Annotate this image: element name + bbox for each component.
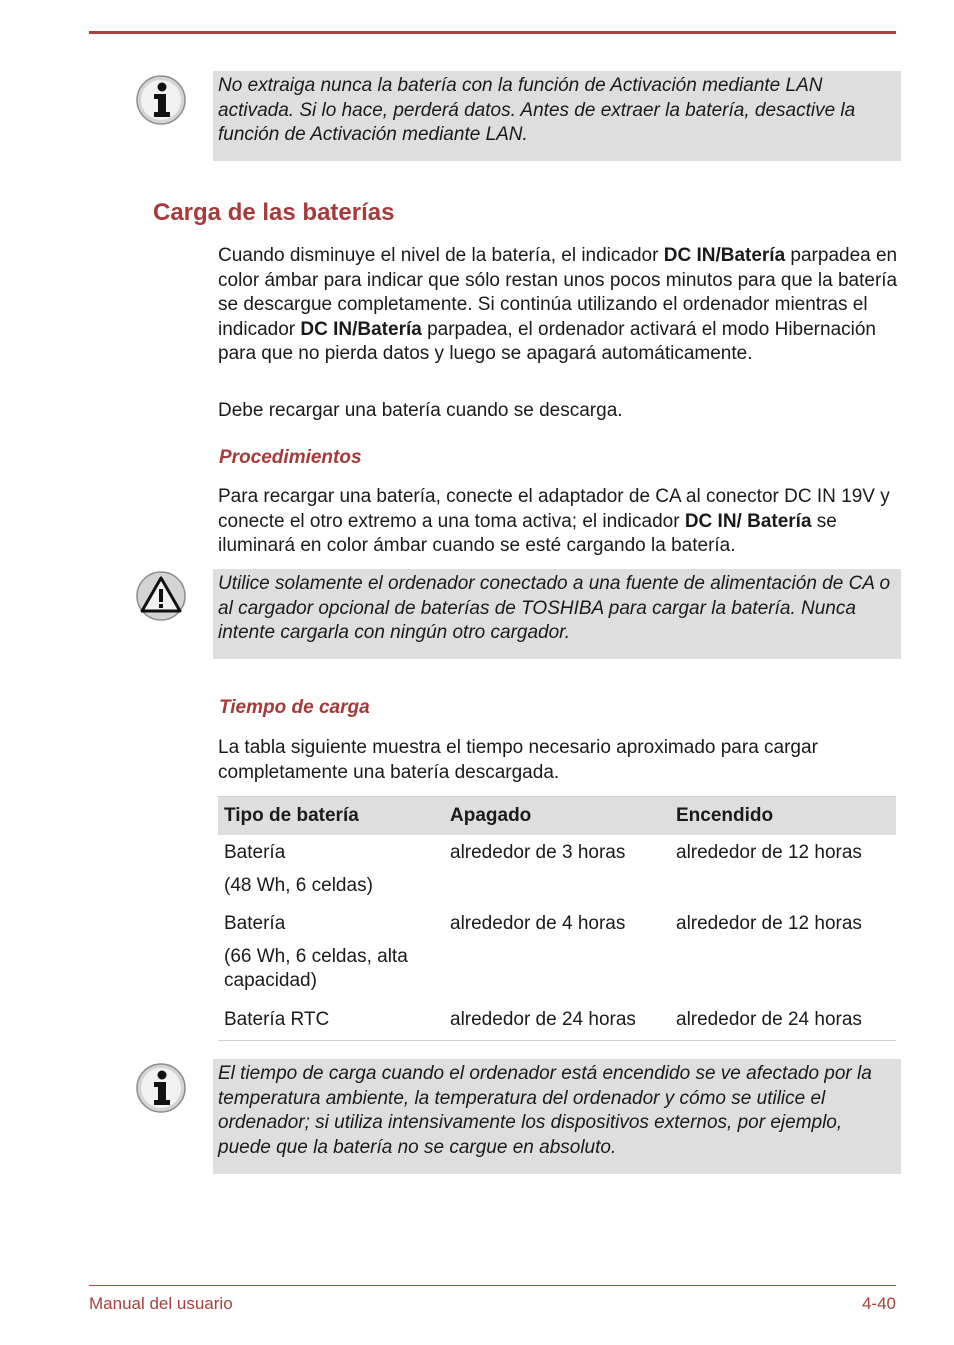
paragraph-table-intro: La tabla siguiente muestra el tiempo necesario aproximado para cargar completamente una batería descargada. [218, 737, 818, 783]
header-off: Apagado [444, 797, 670, 836]
header-battery-type: Tipo de batería [218, 797, 444, 836]
section-title: Carga de las baterías [153, 199, 395, 226]
info-icon [135, 1062, 187, 1114]
cell-type: Batería RTC [218, 1002, 444, 1041]
note-lan-warning: No extraiga nunca la batería con la función de Activación mediante LAN activada. Si lo hace, perderá datos. Antes de extraer la batería, desactive la función de Activación mediante LAN. [213, 71, 901, 161]
cell-on: alrededor de 24 horas [670, 1002, 896, 1041]
charge-time-table [218, 796, 896, 1041]
table-row [218, 906, 896, 1002]
battery-detail: (48 Wh, 6 celdas) [224, 874, 373, 896]
paragraph-indicator: Cuando disminuye el nivel de la batería, el indicador DC IN/Batería parpadea en color ámbar para indicar que sólo restan unos pocos minutos para que la batería se descargue completamente. Si continúa utilizando el ordenador mientras el indicador DC IN/Batería parpadea, el ordenador activará el modo Hibernación para que no pierda datos y luego se apagará automáticamente. [218, 245, 898, 364]
battery-name: Batería [224, 913, 286, 934]
cell-on: alrededor de 12 horas [676, 913, 862, 934]
note-charge-time: El tiempo de carga cuando el ordenador está encendido se ve afectado por la temperatura ambiente, la temperatura del ordenador y cómo se utilice el ordenador; si utiliza intensivamente los dispositivos externos, por ejemplo, puede que la batería no se cargue en absoluto. [213, 1059, 901, 1174]
subheading-tiempo-carga: Tiempo de carga [219, 697, 370, 718]
note-charger-caution: Utilice solamente el ordenador conectado a una fuente de alimentación de CA o al cargador opcional de baterías de TOSHIBA para cargar la batería. Nunca intente cargarla con ningún otro cargador. [213, 569, 901, 659]
warning-icon [135, 570, 187, 622]
paragraph-procedure: Para recargar una batería, conecte el adaptador de CA al conector DC IN 19V y conecte el otro extremo a una toma activa; el indicador DC IN/ Batería se iluminará en color ámbar cuando se esté cargando la batería. [218, 486, 890, 556]
header-on: Encendido [670, 797, 896, 836]
cell-on: alrededor de 12 horas [676, 842, 862, 863]
cell-off: alrededor de 4 horas [450, 913, 626, 934]
cell-type [218, 906, 444, 1002]
cell-off: alrededor de 3 horas [450, 842, 626, 863]
subheading-procedimientos: Procedimientos [219, 447, 362, 468]
table-row [218, 835, 896, 906]
footer-manual-title: Manual del usuario [89, 1294, 233, 1313]
info-icon [135, 74, 187, 126]
header-rule [89, 31, 896, 34]
battery-detail: (66 Wh, 6 celdas, alta capacidad) [224, 945, 408, 991]
footer-rule [89, 1285, 896, 1286]
table-row [218, 1002, 896, 1041]
battery-name: Batería [224, 842, 286, 863]
table-header-row [218, 797, 896, 836]
paragraph-recharge: Debe recargar una batería cuando se descarga. [218, 400, 623, 421]
cell-off: alrededor de 24 horas [444, 1002, 670, 1041]
page-number: 4-40 [861, 1294, 896, 1313]
cell-type [218, 835, 444, 906]
